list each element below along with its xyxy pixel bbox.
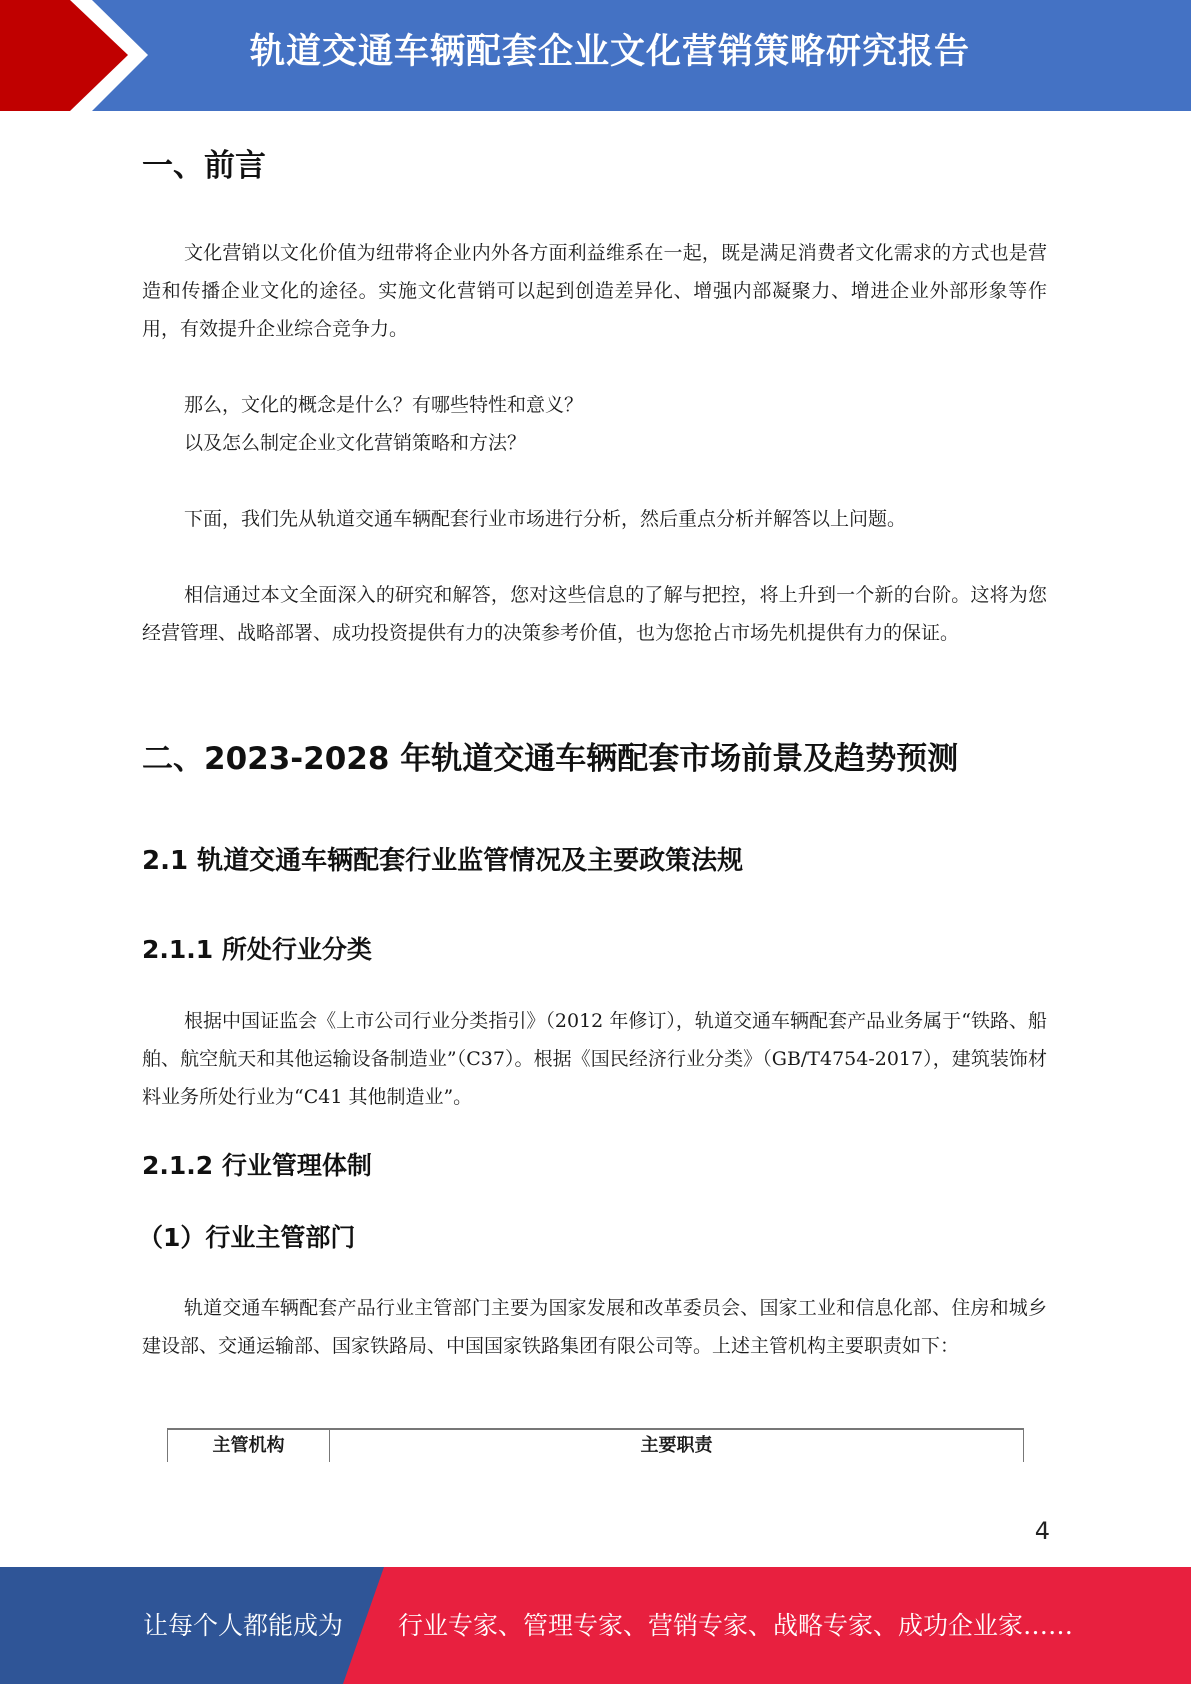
competent-departments-paragraph: 轨道交通车辆配套产品行业主管部门主要为国家发展和改革委员会、国家工业和信息化部、住房和城乡建设部、交通运输部、国家铁路局、中国国家铁路集团有限公司等。上述主管机构主要职责如下： — [142, 1297, 1047, 1357]
table-header-duties: 主要职责 — [640, 1435, 713, 1456]
report-title: 轨道交通车辆配套企业文化营销策略研究报告 — [249, 32, 970, 72]
footer-slogan-right: 行业专家、管理专家、营销专家、战略专家、成功企业家…… — [398, 1611, 1074, 1640]
page-number: 4 — [1034, 1517, 1050, 1545]
header-band — [0, 0, 1191, 111]
preface-paragraph-2: 下面，我们先从轨道交通车辆配套行业市场进行分析，然后重点分析并解答以上问题。 — [184, 508, 907, 530]
footer-band — [0, 1567, 1191, 1684]
preface-paragraph-1: 文化营销以文化价值为纽带将企业内外各方面利益维系在一起，既是满足消费者文化需求的方式也是营造和传播企业文化的途径。实施文化营销可以起到创造差异化、增强内部凝聚力、增进企业外部形象等作用，有效提升企业综合竞争力。 — [142, 242, 1047, 340]
preface-question-1: 那么，文化的概念是什么？有哪些特性和意义？ — [184, 394, 584, 416]
authorities-table-header — [167, 1428, 1024, 1462]
preface-paragraph-3: 相信通过本文全面深入的研究和解答，您对这些信息的了解与把控，将上升到一个新的台阶。这将为您经营管理、战略部署、成功投资提供有力的决策参考价值，也为您抢占市场先机提供有力的保证。 — [142, 584, 1047, 644]
preface-question-2: 以及怎么制定企业文化营销策略和方法？ — [184, 432, 527, 454]
footer-slogan-left: 让每个人都能成为 — [143, 1611, 344, 1640]
section-heading-market-outlook: 二、2023-2028 年轨道交通车辆配套市场前景及趋势预测 — [142, 741, 959, 777]
table-header-authority: 主管机构 — [168, 1430, 330, 1462]
subheading-2-1: 2.1 轨道交通车辆配套行业监管情况及主要政策法规 — [142, 846, 744, 876]
subheading-competent-departments: （1）行业主管部门 — [138, 1223, 356, 1252]
subheading-2-1-1: 2.1.1 所处行业分类 — [142, 935, 372, 964]
section-heading-preface: 一、前言 — [142, 148, 266, 184]
industry-classification-paragraph: 根据中国证监会《上市公司行业分类指引》（2012 年修订），轨道交通车辆配套产品业务属于“铁路、船舶、航空航天和其他运输设备制造业”（C37）。根据《国民经济行业分类》（GB/T4754-2017），建筑装饰材料业务所处行业为“C41 其他制造业”。 — [142, 1010, 1047, 1108]
subheading-2-1-2: 2.1.2 行业管理体制 — [142, 1151, 372, 1180]
